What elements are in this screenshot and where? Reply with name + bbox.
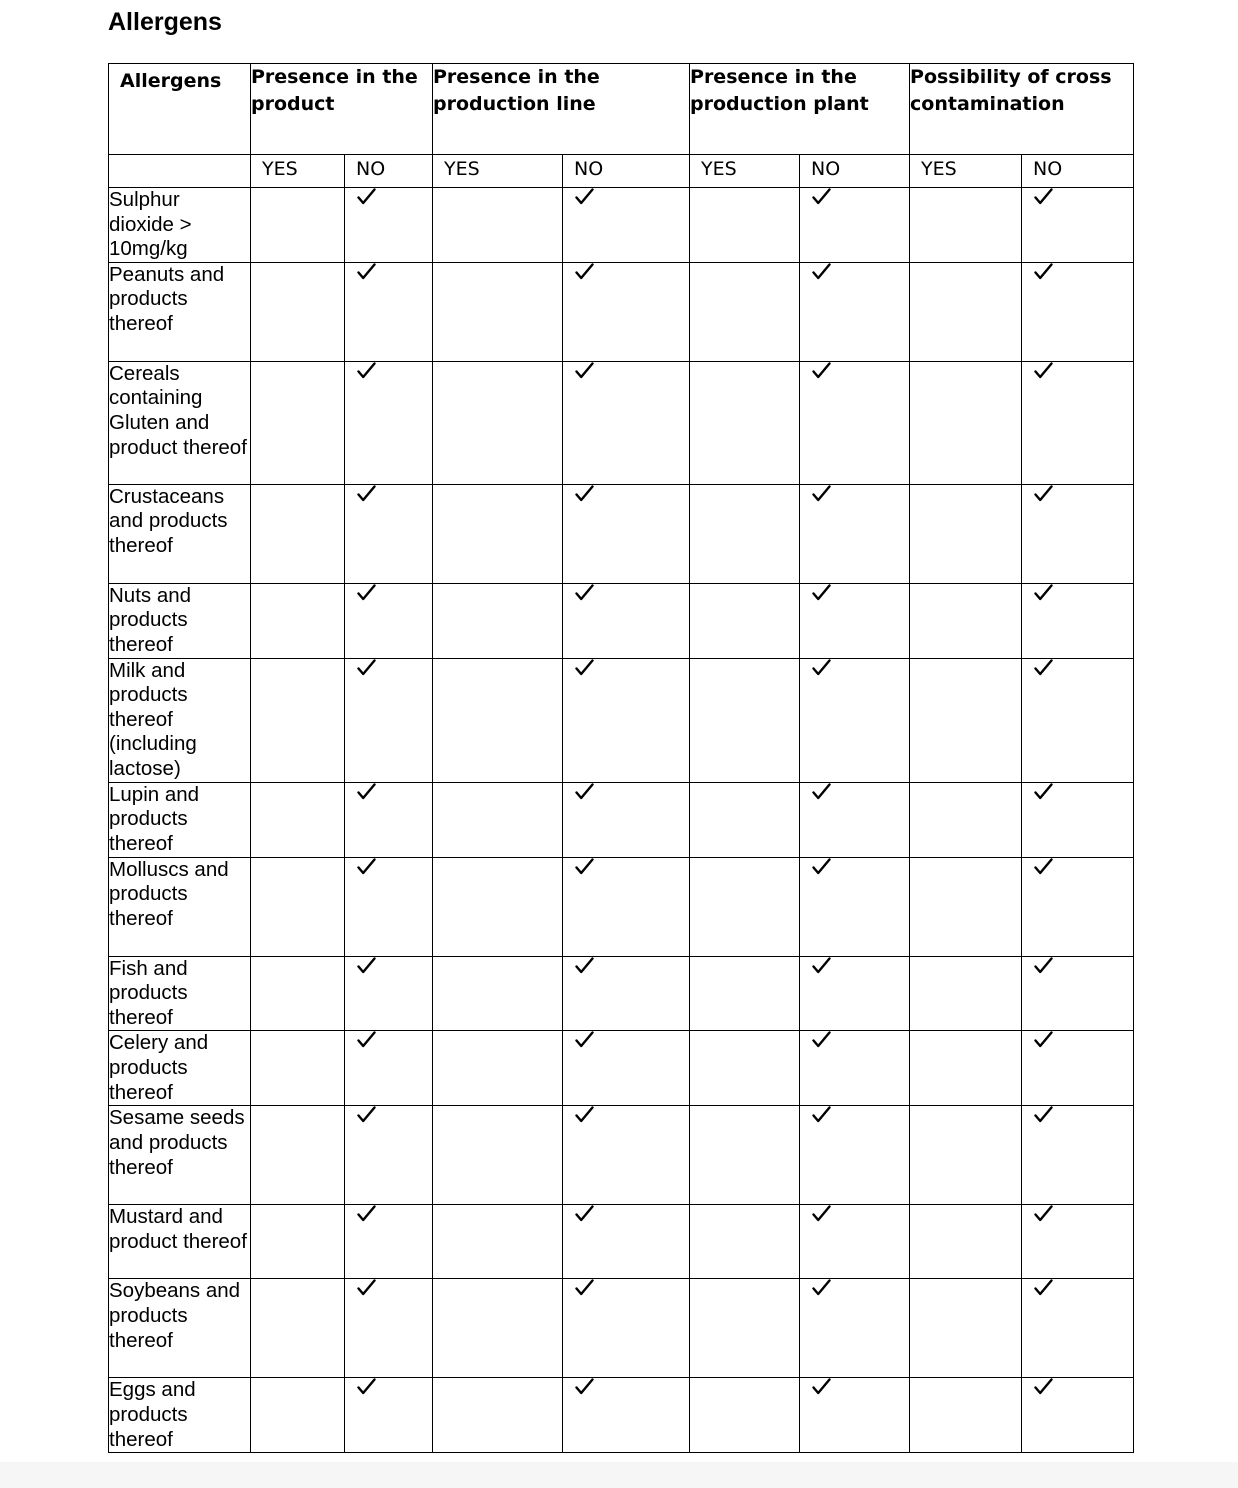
subheader-no: NO <box>800 155 910 188</box>
checkmark-icon <box>1034 1279 1053 1296</box>
table-row <box>109 1378 1134 1453</box>
cell-no <box>563 484 690 583</box>
cell-yes <box>910 361 1022 484</box>
allergen-name: Fish and products thereof <box>109 956 251 1031</box>
checkmark-icon <box>357 659 376 676</box>
cell-yes <box>251 1031 345 1106</box>
cell-no <box>800 262 910 361</box>
checkmark-icon <box>357 858 376 875</box>
checkmark-icon <box>1034 1205 1053 1222</box>
subheader-yes: YES <box>433 155 563 188</box>
cell-yes <box>433 1106 563 1205</box>
allergen-name: Lupin and products thereof <box>109 782 251 857</box>
cell-yes <box>433 857 563 956</box>
cell-yes <box>690 484 800 583</box>
checkmark-icon <box>575 659 594 676</box>
checkmark-icon <box>575 1106 594 1123</box>
cell-no <box>345 361 433 484</box>
checkmark-icon <box>575 858 594 875</box>
cell-yes <box>251 484 345 583</box>
cell-yes <box>690 1205 800 1279</box>
checkmark-icon <box>575 584 594 601</box>
header-presence-plant: Presence in the production plant <box>690 64 910 155</box>
cell-yes <box>433 361 563 484</box>
cell-yes <box>690 262 800 361</box>
cell-no <box>345 1031 433 1106</box>
table-row <box>109 857 1134 956</box>
cell-yes <box>910 1378 1022 1453</box>
checkmark-icon <box>812 263 831 280</box>
checkmark-icon <box>1034 584 1053 601</box>
cell-yes <box>433 583 563 658</box>
table-row <box>109 188 1134 263</box>
cell-no <box>345 1279 433 1378</box>
cell-no <box>800 1205 910 1279</box>
header-row <box>109 64 1134 155</box>
cell-no <box>800 484 910 583</box>
cell-yes <box>690 1279 800 1378</box>
cell-no <box>345 262 433 361</box>
checkmark-icon <box>1034 263 1053 280</box>
checkmark-icon <box>812 1031 831 1048</box>
cell-no <box>345 1106 433 1205</box>
cell-yes <box>690 956 800 1031</box>
cell-yes <box>433 782 563 857</box>
cell-no <box>800 658 910 782</box>
allergen-name: Milk and products thereof (including lactose) <box>109 658 251 782</box>
cell-no <box>1022 361 1134 484</box>
subheader-yes: YES <box>910 155 1022 188</box>
cell-no <box>800 188 910 263</box>
allergen-name: Sulphur dioxide > 10mg/kg <box>109 188 251 263</box>
cell-no <box>345 1378 433 1453</box>
checkmark-icon <box>812 1378 831 1395</box>
table-row <box>109 1031 1134 1106</box>
table-row <box>109 658 1134 782</box>
cell-no <box>800 1279 910 1378</box>
cell-yes <box>251 1205 345 1279</box>
cell-no <box>563 583 690 658</box>
checkmark-icon <box>1034 783 1053 800</box>
cell-no <box>800 956 910 1031</box>
checkmark-icon <box>357 1378 376 1395</box>
checkmark-icon <box>357 1205 376 1222</box>
cell-yes <box>433 1205 563 1279</box>
cell-yes <box>690 583 800 658</box>
cell-yes <box>433 956 563 1031</box>
cell-no <box>563 188 690 263</box>
cell-yes <box>251 188 345 263</box>
cell-yes <box>433 262 563 361</box>
checkmark-icon <box>1034 1106 1053 1123</box>
cell-no <box>800 782 910 857</box>
cell-yes <box>910 262 1022 361</box>
cell-no <box>563 1106 690 1205</box>
cell-yes <box>251 1279 345 1378</box>
cell-no <box>563 262 690 361</box>
checkmark-icon <box>812 188 831 205</box>
cell-no <box>1022 583 1134 658</box>
cell-no <box>800 1378 910 1453</box>
checkmark-icon <box>1034 362 1053 379</box>
checkmark-icon <box>357 263 376 280</box>
subheader-no: NO <box>345 155 433 188</box>
cell-no <box>345 857 433 956</box>
table-row <box>109 262 1134 361</box>
subheader-row <box>109 155 1134 188</box>
cell-no <box>800 583 910 658</box>
checkmark-icon <box>1034 957 1053 974</box>
cell-no <box>1022 262 1134 361</box>
table-row <box>109 1106 1134 1205</box>
table-row <box>109 361 1134 484</box>
cell-yes <box>251 658 345 782</box>
cell-no <box>800 361 910 484</box>
cell-yes <box>251 262 345 361</box>
checkmark-icon <box>357 1279 376 1296</box>
cell-yes <box>690 1378 800 1453</box>
allergen-name: Molluscs and products thereof <box>109 857 251 956</box>
checkmark-icon <box>357 584 376 601</box>
cell-no <box>1022 857 1134 956</box>
checkmark-icon <box>812 783 831 800</box>
checkmark-icon <box>575 1378 594 1395</box>
cell-no <box>1022 1279 1134 1378</box>
cell-no <box>563 1205 690 1279</box>
allergen-name: Sesame seeds and products thereof <box>109 1106 251 1205</box>
cell-no <box>563 1378 690 1453</box>
allergen-name: Eggs and products thereof <box>109 1378 251 1453</box>
allergen-rows <box>109 188 1134 1453</box>
table-row <box>109 1279 1134 1378</box>
cell-yes <box>910 484 1022 583</box>
checkmark-icon <box>575 1279 594 1296</box>
checkmark-icon <box>812 858 831 875</box>
checkmark-icon <box>357 1106 376 1123</box>
cell-no <box>345 658 433 782</box>
document-title: Allergens <box>108 8 222 36</box>
cell-no <box>1022 1378 1134 1453</box>
checkmark-icon <box>357 188 376 205</box>
cell-no <box>1022 188 1134 263</box>
checkmark-icon <box>812 362 831 379</box>
table-row <box>109 782 1134 857</box>
page-bottom-band <box>0 1462 1238 1488</box>
checkmark-icon <box>812 485 831 502</box>
table-row <box>109 583 1134 658</box>
cell-yes <box>433 484 563 583</box>
cell-yes <box>433 1031 563 1106</box>
cell-no <box>345 1205 433 1279</box>
cell-yes <box>251 1106 345 1205</box>
cell-no <box>800 1106 910 1205</box>
cell-yes <box>910 782 1022 857</box>
checkmark-icon <box>812 1205 831 1222</box>
checkmark-icon <box>575 783 594 800</box>
cell-yes <box>251 361 345 484</box>
checkmark-icon <box>812 957 831 974</box>
table-row <box>109 484 1134 583</box>
subheader-no: NO <box>1022 155 1134 188</box>
checkmark-icon <box>575 957 594 974</box>
cell-no <box>345 583 433 658</box>
header-presence-product: Presence in the product <box>251 64 433 155</box>
table-row <box>109 1205 1134 1279</box>
cell-no <box>1022 484 1134 583</box>
cell-no <box>800 1031 910 1106</box>
cell-yes <box>433 658 563 782</box>
cell-no <box>563 1279 690 1378</box>
checkmark-icon <box>357 1031 376 1048</box>
cell-yes <box>910 857 1022 956</box>
cell-yes <box>251 857 345 956</box>
checkmark-icon <box>357 362 376 379</box>
allergen-name: Crustaceans and products thereof <box>109 484 251 583</box>
allergen-name: Celery and products thereof <box>109 1031 251 1106</box>
cell-no <box>1022 1031 1134 1106</box>
cell-yes <box>910 1205 1022 1279</box>
header-presence-line: Presence in the production line <box>433 64 690 155</box>
checkmark-icon <box>1034 1378 1053 1395</box>
cell-no <box>345 484 433 583</box>
checkmark-icon <box>575 1031 594 1048</box>
allergen-name: Soybeans and products thereof <box>109 1279 251 1378</box>
checkmark-icon <box>1034 188 1053 205</box>
allergen-name: Mustard and product thereof <box>109 1205 251 1279</box>
cell-yes <box>910 583 1022 658</box>
checkmark-icon <box>575 485 594 502</box>
header-cross-contamination: Possibility of cross contamination <box>910 64 1134 155</box>
cell-no <box>1022 782 1134 857</box>
subheader-blank <box>109 155 251 188</box>
cell-yes <box>910 956 1022 1031</box>
cell-yes <box>910 1106 1022 1205</box>
cell-yes <box>690 1031 800 1106</box>
allergen-name: Cereals containing Gluten and product thereof <box>109 361 251 484</box>
cell-no <box>800 857 910 956</box>
cell-yes <box>690 857 800 956</box>
cell-no <box>563 782 690 857</box>
checkmark-icon <box>812 1279 831 1296</box>
cell-yes <box>690 782 800 857</box>
header-allergens: Allergens <box>109 64 251 155</box>
cell-no <box>345 782 433 857</box>
allergen-name: Nuts and products thereof <box>109 583 251 658</box>
cell-yes <box>910 658 1022 782</box>
cell-yes <box>251 956 345 1031</box>
cell-yes <box>690 658 800 782</box>
allergen-name: Peanuts and products thereof <box>109 262 251 361</box>
cell-yes <box>910 1031 1022 1106</box>
cell-no <box>563 1031 690 1106</box>
cell-yes <box>251 583 345 658</box>
checkmark-icon <box>1034 485 1053 502</box>
checkmark-icon <box>1034 858 1053 875</box>
cell-no <box>345 188 433 263</box>
checkmark-icon <box>575 263 594 280</box>
cell-yes <box>433 1279 563 1378</box>
checkmark-icon <box>1034 659 1053 676</box>
cell-yes <box>433 188 563 263</box>
allergens-table <box>108 63 1134 1453</box>
cell-yes <box>910 188 1022 263</box>
cell-yes <box>690 1106 800 1205</box>
cell-no <box>345 956 433 1031</box>
checkmark-icon <box>575 188 594 205</box>
cell-yes <box>690 188 800 263</box>
cell-no <box>563 956 690 1031</box>
cell-yes <box>251 782 345 857</box>
checkmark-icon <box>357 957 376 974</box>
cell-no <box>563 857 690 956</box>
checkmark-icon <box>575 1205 594 1222</box>
subheader-yes: YES <box>690 155 800 188</box>
subheader-yes: YES <box>251 155 345 188</box>
checkmark-icon <box>812 659 831 676</box>
cell-no <box>563 658 690 782</box>
checkmark-icon <box>812 584 831 601</box>
checkmark-icon <box>357 485 376 502</box>
checkmark-icon <box>812 1106 831 1123</box>
checkmark-icon <box>357 783 376 800</box>
cell-yes <box>251 1378 345 1453</box>
checkmark-icon <box>575 362 594 379</box>
cell-no <box>1022 1106 1134 1205</box>
subheader-no: NO <box>563 155 690 188</box>
cell-no <box>1022 956 1134 1031</box>
cell-yes <box>690 361 800 484</box>
cell-yes <box>433 1378 563 1453</box>
cell-yes <box>910 1279 1022 1378</box>
cell-no <box>1022 658 1134 782</box>
cell-no <box>1022 1205 1134 1279</box>
cell-no <box>563 361 690 484</box>
table-row <box>109 956 1134 1031</box>
checkmark-icon <box>1034 1031 1053 1048</box>
